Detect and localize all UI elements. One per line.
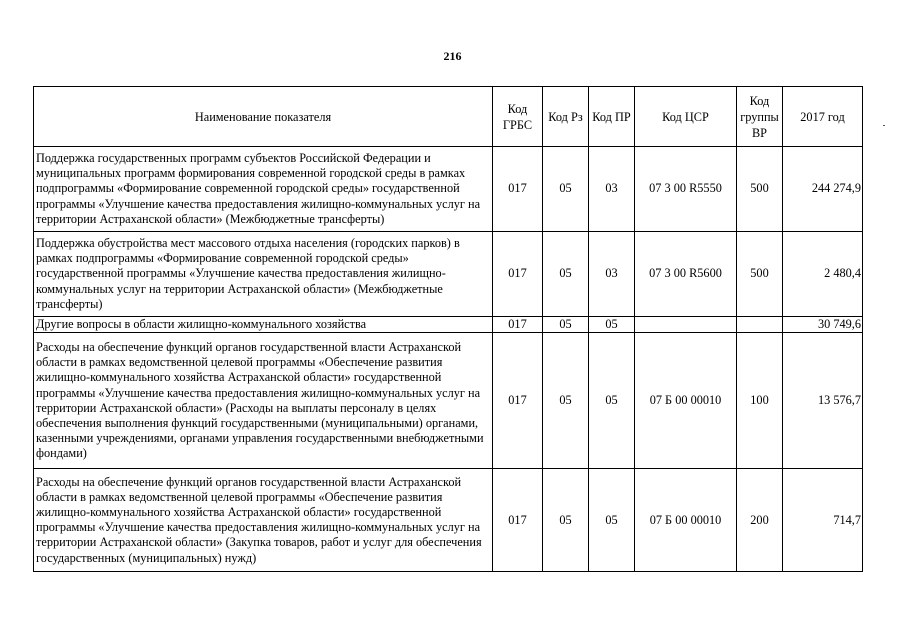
row-vr — [737, 317, 783, 333]
row-rz: 05 — [543, 469, 589, 572]
row-amount: 30 749,6 — [783, 317, 863, 333]
margin-mark — [883, 125, 885, 126]
row-pr: 03 — [589, 147, 635, 232]
row-grbs: 017 — [493, 469, 543, 572]
header-vr: Код группы ВР — [737, 87, 783, 147]
row-grbs: 017 — [493, 317, 543, 333]
row-vr: 500 — [737, 232, 783, 317]
row-rz: 05 — [543, 232, 589, 317]
budget-table — [33, 86, 863, 572]
row-amount: 244 274,9 — [783, 147, 863, 232]
row-grbs: 017 — [493, 232, 543, 317]
row-amount: 714,7 — [783, 469, 863, 572]
table-row — [34, 333, 863, 469]
header-name: Наименование показателя — [34, 87, 493, 147]
row-csr: 07 Б 00 00010 — [635, 469, 737, 572]
row-amount: 2 480,4 — [783, 232, 863, 317]
row-csr: 07 3 00 R5600 — [635, 232, 737, 317]
row-pr: 05 — [589, 333, 635, 469]
row-grbs: 017 — [493, 147, 543, 232]
table-row — [34, 317, 863, 333]
row-rz: 05 — [543, 317, 589, 333]
page-number: 216 — [443, 49, 462, 63]
row-csr: 07 3 00 R5550 — [635, 147, 737, 232]
header-row — [34, 87, 863, 147]
header-csr: Код ЦСР — [635, 87, 737, 147]
row-vr: 200 — [737, 469, 783, 572]
row-rz: 05 — [543, 333, 589, 469]
row-pr: 05 — [589, 469, 635, 572]
row-pr: 03 — [589, 232, 635, 317]
row-name: Расходы на обеспечение функций органов государственной власти Астраханской области в рамках ведомственной целевой программы «Обеспечение развития жилищно-коммунального хозяйства Астраханской области» государственной программы «Улучшение качества предоставления жилищно-коммунальных услуг на территории Астраханской области» (Расходы на выплаты персоналу в целях обеспечения выполнения функций государственными (муниципальными) органами, казенными учреждениями, органами управления государственными внебюджетными фондами) — [34, 333, 493, 469]
row-name: Поддержка государственных программ субъектов Российской Федерации и муниципальных программ формирования современной городской среды в рамках подпрограммы «Формирование современной городской среды» государственной программы «Улучшение качества предоставления жилищно-коммунальных услуг на территории Астраханской области» (Межбюджетные трансферты) — [34, 147, 493, 232]
row-csr — [635, 317, 737, 333]
row-vr: 100 — [737, 333, 783, 469]
row-csr: 07 Б 00 00010 — [635, 333, 737, 469]
row-vr: 500 — [737, 147, 783, 232]
table-row — [34, 147, 863, 232]
header-grbs: Код ГРБС — [493, 87, 543, 147]
row-name: Расходы на обеспечение функций органов государственной власти Астраханской области в рамках ведомственной целевой программы «Обеспечение развития жилищно-коммунального хозяйства Астраханской области» государственной программы «Улучшение качества предоставления жилищно-коммунальных услуг на территории Астраханской области» (Закупка товаров, работ и услуг для обеспечения государственных (муниципальных) нужд) — [34, 469, 493, 572]
row-pr: 05 — [589, 317, 635, 333]
table-row — [34, 232, 863, 317]
row-name: Другие вопросы в области жилищно-коммунального хозяйства — [34, 317, 493, 333]
row-rz: 05 — [543, 147, 589, 232]
row-name: Поддержка обустройства мест массового отдыха населения (городских парков) в рамках подпрограммы «Формирование современной городской среды» государственной программы «Улучшение качества предоставления жилищно-коммунальных услуг на территории Астраханской области» (Межбюджетные трансферты) — [34, 232, 493, 317]
table-row — [34, 469, 863, 572]
header-rz: Код Рз — [543, 87, 589, 147]
row-amount: 13 576,7 — [783, 333, 863, 469]
header-pr: Код ПР — [589, 87, 635, 147]
row-grbs: 017 — [493, 333, 543, 469]
header-year: 2017 год — [783, 87, 863, 147]
